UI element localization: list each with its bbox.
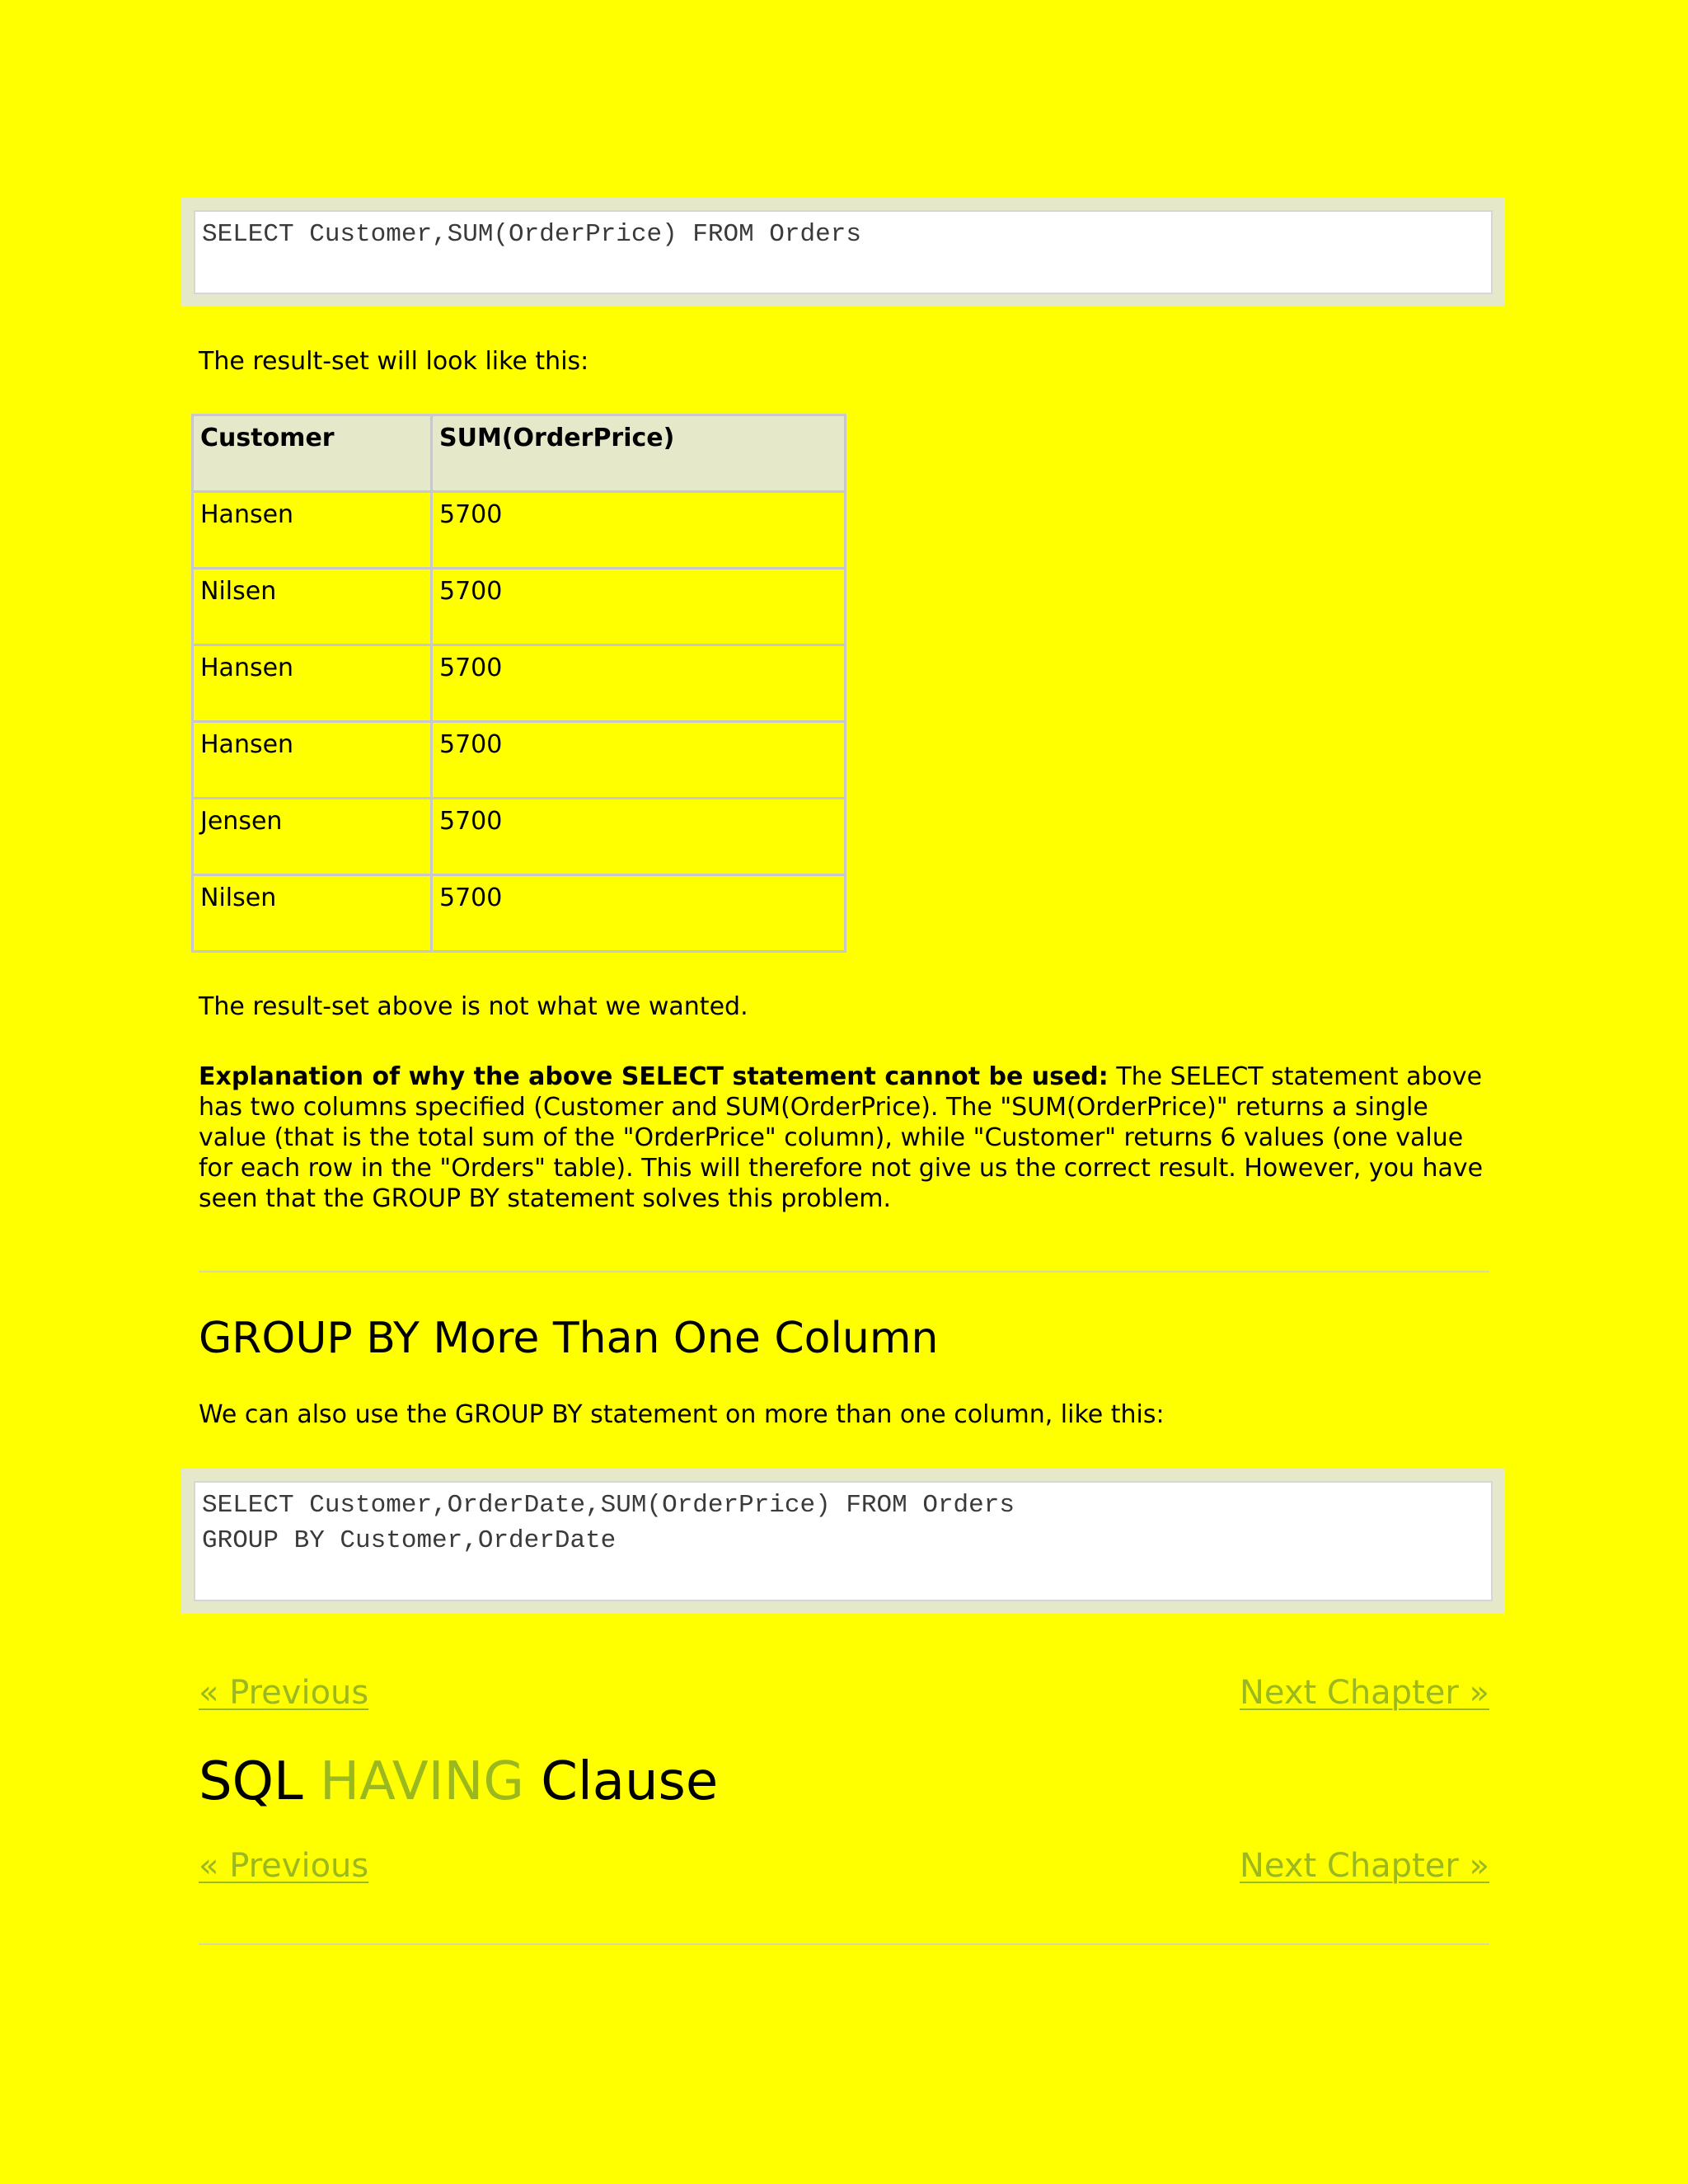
table-header-row [193, 415, 846, 492]
cell-customer: Hansen [193, 645, 432, 722]
chapter-title-accent: HAVING [320, 1751, 524, 1812]
code-example-2 [181, 1469, 1505, 1614]
previous-link[interactable]: « Previous [199, 1674, 369, 1712]
cell-customer: Jensen [193, 799, 432, 875]
code-line: GROUP BY Customer,OrderDate [202, 1526, 617, 1555]
cell-sum: 5700 [432, 645, 846, 722]
next-chapter-link[interactable]: Next Chapter » [1239, 1674, 1489, 1712]
cell-customer: Hansen [193, 492, 432, 569]
table-row [193, 799, 846, 875]
column-header-sum: SUM(OrderPrice) [432, 415, 846, 492]
explanation-heading: Explanation of why the above SELECT statement cannot be used: [199, 1062, 1109, 1091]
code-example-2-body [194, 1481, 1493, 1601]
explanation-body: The SELECT statement above has two columns specified (Customer and SUM(OrderPrice). The "SUM(OrderPrice)" returns a single value (that is the total sum of the "OrderPrice" column), while "Customer" returns 6 values (one value for each row in the "Orders" table). This will therefore not give us the correct result. However, you have seen that the GROUP BY statement solves this problem. [199, 1062, 1484, 1213]
cell-sum: 5700 [432, 492, 846, 569]
column-header-customer: Customer [193, 415, 432, 492]
next-chapter-title [199, 1750, 718, 1813]
table-row [193, 569, 846, 645]
chapter-title-suffix: Clause [541, 1751, 719, 1812]
cell-sum: 5700 [432, 875, 846, 952]
code-example-1 [181, 198, 1505, 307]
cell-sum: 5700 [432, 569, 846, 645]
cell-customer: Hansen [193, 722, 432, 799]
table-row [193, 722, 846, 799]
previous-link-bottom[interactable]: « Previous [199, 1847, 369, 1885]
result-set-intro: The result-set will look like this: [199, 347, 589, 376]
cell-sum: 5700 [432, 799, 846, 875]
section-heading: GROUP BY More Than One Column [199, 1314, 939, 1363]
code-line: SELECT Customer,OrderDate,SUM(OrderPrice) FROM Orders [202, 1491, 1015, 1520]
cell-sum: 5700 [432, 722, 846, 799]
table-row [193, 645, 846, 722]
explanation-paragraph [199, 1062, 1493, 1214]
cell-customer: Nilsen [193, 875, 432, 952]
result-not-wanted-text: The result-set above is not what we wanted. [199, 992, 748, 1021]
section-text: We can also use the GROUP BY statement on more than one column, like this: [199, 1400, 1165, 1429]
chapter-title-prefix: SQL [199, 1751, 303, 1812]
divider-bottom [199, 1943, 1489, 1945]
code-line: SELECT Customer,SUM(OrderPrice) FROM Orders [202, 220, 861, 249]
divider [199, 1271, 1489, 1272]
table-row [193, 492, 846, 569]
next-chapter-link-bottom[interactable]: Next Chapter » [1239, 1847, 1489, 1885]
table-row [193, 875, 846, 952]
result-table [191, 414, 846, 953]
code-example-1-body [194, 210, 1493, 294]
cell-customer: Nilsen [193, 569, 432, 645]
